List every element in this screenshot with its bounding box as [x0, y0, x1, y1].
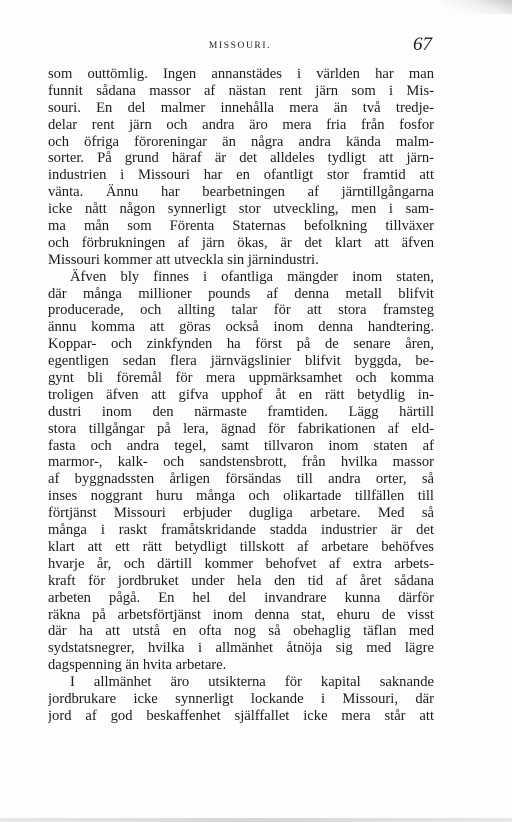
- text-line: troligen äfven att gifva upphof åt en rätt betydlig in-: [48, 386, 434, 403]
- text-line: sydstatsnegrer, hvilka i allmänhet åtnöja sig med lägre: [48, 640, 434, 657]
- text-line: jord af god beskaffenhet själffallet icke mera står att: [48, 707, 434, 724]
- page-corner-shadow: [442, 0, 512, 14]
- page-header: [48, 34, 432, 58]
- text-line: Koppar- och zinkfynden ha först på de senare åren,: [48, 336, 434, 353]
- text-line: af byggnadssten årligen försändas till andra orter, så: [48, 471, 434, 488]
- paragraph-first-line: Äfven bly finnes i ofantliga mängder inom staten,: [70, 268, 434, 285]
- body-text: [48, 66, 434, 725]
- text-line: egentligen sedan flera järnvägslinier blifvit byggda, be-: [48, 353, 434, 370]
- text-line: gynt bli föremål för mera uppmärksamhet och komma: [48, 370, 434, 387]
- page-number: 67: [413, 34, 432, 55]
- text-line: industrien i Missouri har en ofantligt stor framtid att: [48, 167, 434, 184]
- text-line: ännu komma att göras också inom denna handtering.: [48, 319, 434, 336]
- text-line: där ha att utstå en ofta nog så obehaglig täflan med: [48, 623, 434, 640]
- text-line: stora tillgångar på lera, ägnad för fabrikationen af eld-: [48, 420, 434, 437]
- text-line: där många millioner pounds af denna metall blifvit: [48, 285, 434, 302]
- text-line: inses noggrant huru många och olikartade tillfällen till: [48, 488, 434, 505]
- text-line: dustri inom den närmaste framtiden. Lägg härtill: [48, 403, 434, 420]
- text-line: icke nått någon synnerligt stor utveckling, men i sam-: [48, 201, 434, 218]
- paragraph-first-line: I allmänhet äro utsikterna för kapital saknande: [70, 674, 434, 691]
- text-line: klart att ett rätt betydligt tillskott af arbetare behöfves: [48, 538, 434, 555]
- text-line: arbeten pågå. En hel del invandrare kunna därför: [48, 589, 434, 606]
- page-bottom-edge: [0, 818, 512, 822]
- text-line: och förbrukningen af järn ökas, är det klart att äfven: [48, 234, 434, 251]
- text-line: delar rent järn och andra äro mera fria från fosfor: [48, 116, 434, 133]
- text-line: funnit sådana massor af nästan rent järn som i Mis-: [48, 82, 434, 99]
- text-line: hvarje år, och därtill kommer behofvet af extra arbets-: [48, 555, 434, 572]
- text-line: souri. En del malmer innehålla mera än två tredje-: [48, 99, 434, 116]
- text-line: jordbrukare icke synnerligt lockande i Missouri, där: [48, 690, 434, 707]
- text-line: marmor-, kalk- och sandstensbrott, från hvilka massor: [48, 454, 434, 471]
- running-head: MISSOURI.: [208, 41, 272, 51]
- text-line: som outtömlig. Ingen annanstädes i världen har man: [48, 66, 434, 82]
- text-line: många i raskt framåtskridande stadda industrier är det: [48, 522, 434, 539]
- text-line: förtjänst Missouri erbjuder dugliga arbetare. Med så: [48, 505, 434, 522]
- text-line: ma mån som Förenta Staternas befolkning tillväxer: [48, 218, 434, 235]
- text-line: sorter. På grund häraf är det alldeles tydligt att järn-: [48, 150, 434, 167]
- text-line: vänta. Ännu har bearbetningen af järntillgångarna: [48, 184, 434, 201]
- text-line: dagspenning än hvita arbetare.: [48, 657, 227, 674]
- text-line: producerade, och allting talar för att stora framsteg: [48, 302, 434, 319]
- text-line: räkna på arbetsförtjänst inom denna stat, ehuru de visst: [48, 606, 434, 623]
- text-line: och öfriga föroreningar än några andra kända malm-: [48, 133, 434, 150]
- text-line: fasta och andra tegel, samt tillvaron inom staten af: [48, 437, 434, 454]
- text-line: kraft för jordbruket under hela den tid af året sådana: [48, 572, 434, 589]
- text-line: Missouri kommer att utveckla sin järnindustri.: [48, 251, 319, 268]
